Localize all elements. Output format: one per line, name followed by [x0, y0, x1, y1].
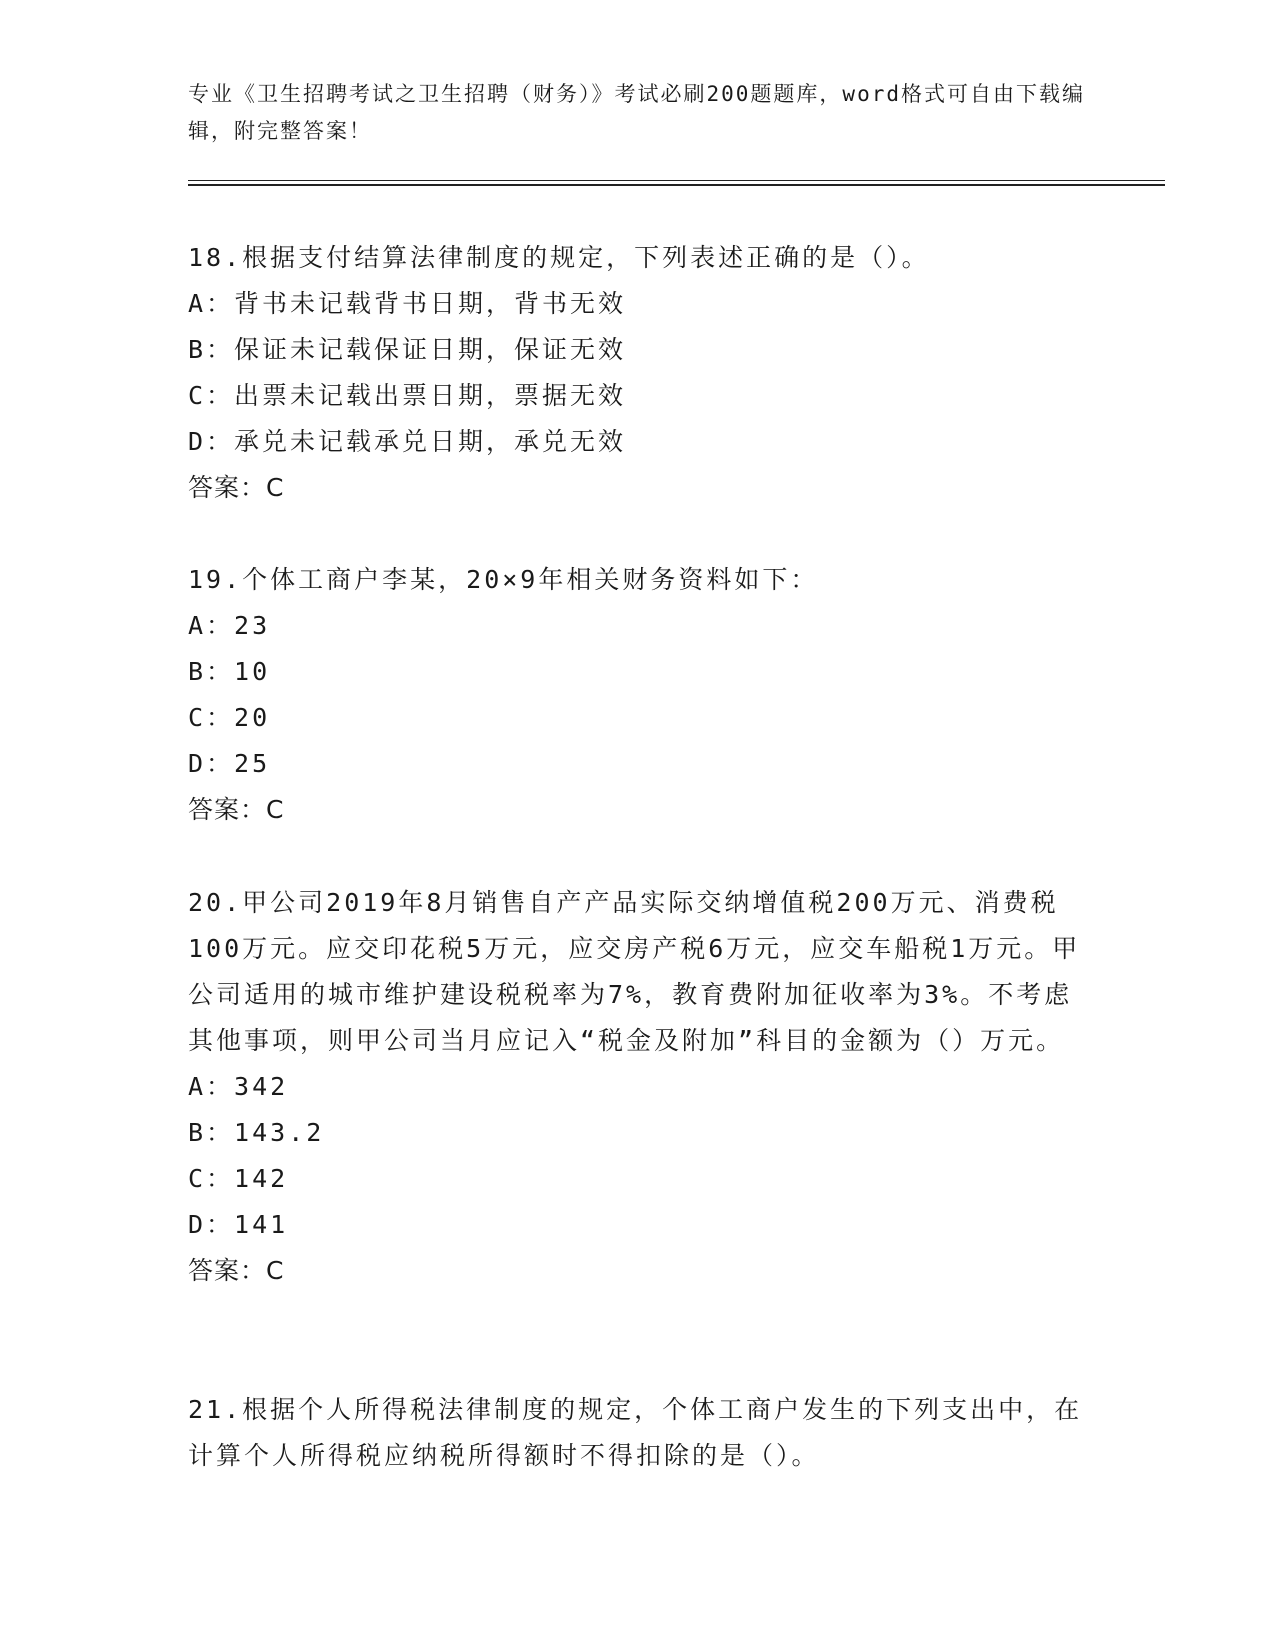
option-c: C：20 [188, 703, 271, 732]
question-stem: 20.甲公司2019年8月销售自产产品实际交纳增值税200万元、消费税100万元。应交印花税5万元，应交房产税6万元，应交车船税1万元。甲公司适用的城市维护建设税税率为7%，教育费附加征收率为3%。不考虑其他事项，则甲公司当月应记入“税金及附加”科目的金额为（）万元。 [188, 888, 1081, 1055]
option-a: A：23 [188, 611, 271, 640]
option-d: D：25 [188, 749, 271, 778]
answer-line: 答案：C [188, 795, 285, 824]
option-a: A：背书未记载背书日期，背书无效 [188, 289, 627, 318]
option-a: A：342 [188, 1072, 289, 1101]
header-divider-thick [188, 184, 1165, 186]
document-header [188, 76, 1088, 150]
question-18 [188, 235, 1088, 511]
header-intro-text: 专业《卫生招聘考试之卫生招聘（财务）》考试必刷200题题库，word格式可自由下载编辑，附完整答案！ [188, 82, 1085, 143]
question-20 [188, 880, 1088, 1294]
option-b: B：10 [188, 657, 271, 686]
option-b: B：143.2 [188, 1118, 325, 1147]
question-stem: 19.个体工商户李某，20×9年相关财务资料如下： [188, 565, 819, 594]
question-21 [188, 1387, 1088, 1479]
option-c: C：出票未记载出票日期，票据无效 [188, 381, 627, 410]
question-stem: 21.根据个人所得税法律制度的规定，个体工商户发生的下列支出中，在计算个人所得税应纳税所得额时不得扣除的是（）。 [188, 1395, 1083, 1470]
option-d: D：承兑未记载承兑日期，承兑无效 [188, 427, 627, 456]
header-divider-thin [188, 180, 1165, 181]
option-c: C：142 [188, 1164, 289, 1193]
option-d: D：141 [188, 1210, 289, 1239]
answer-line: 答案：C [188, 1256, 285, 1285]
question-stem: 18.根据支付结算法律制度的规定，下列表述正确的是（）。 [188, 243, 930, 272]
answer-line: 答案：C [188, 473, 285, 502]
question-19 [188, 557, 1088, 833]
option-b: B：保证未记载保证日期，保证无效 [188, 335, 627, 364]
